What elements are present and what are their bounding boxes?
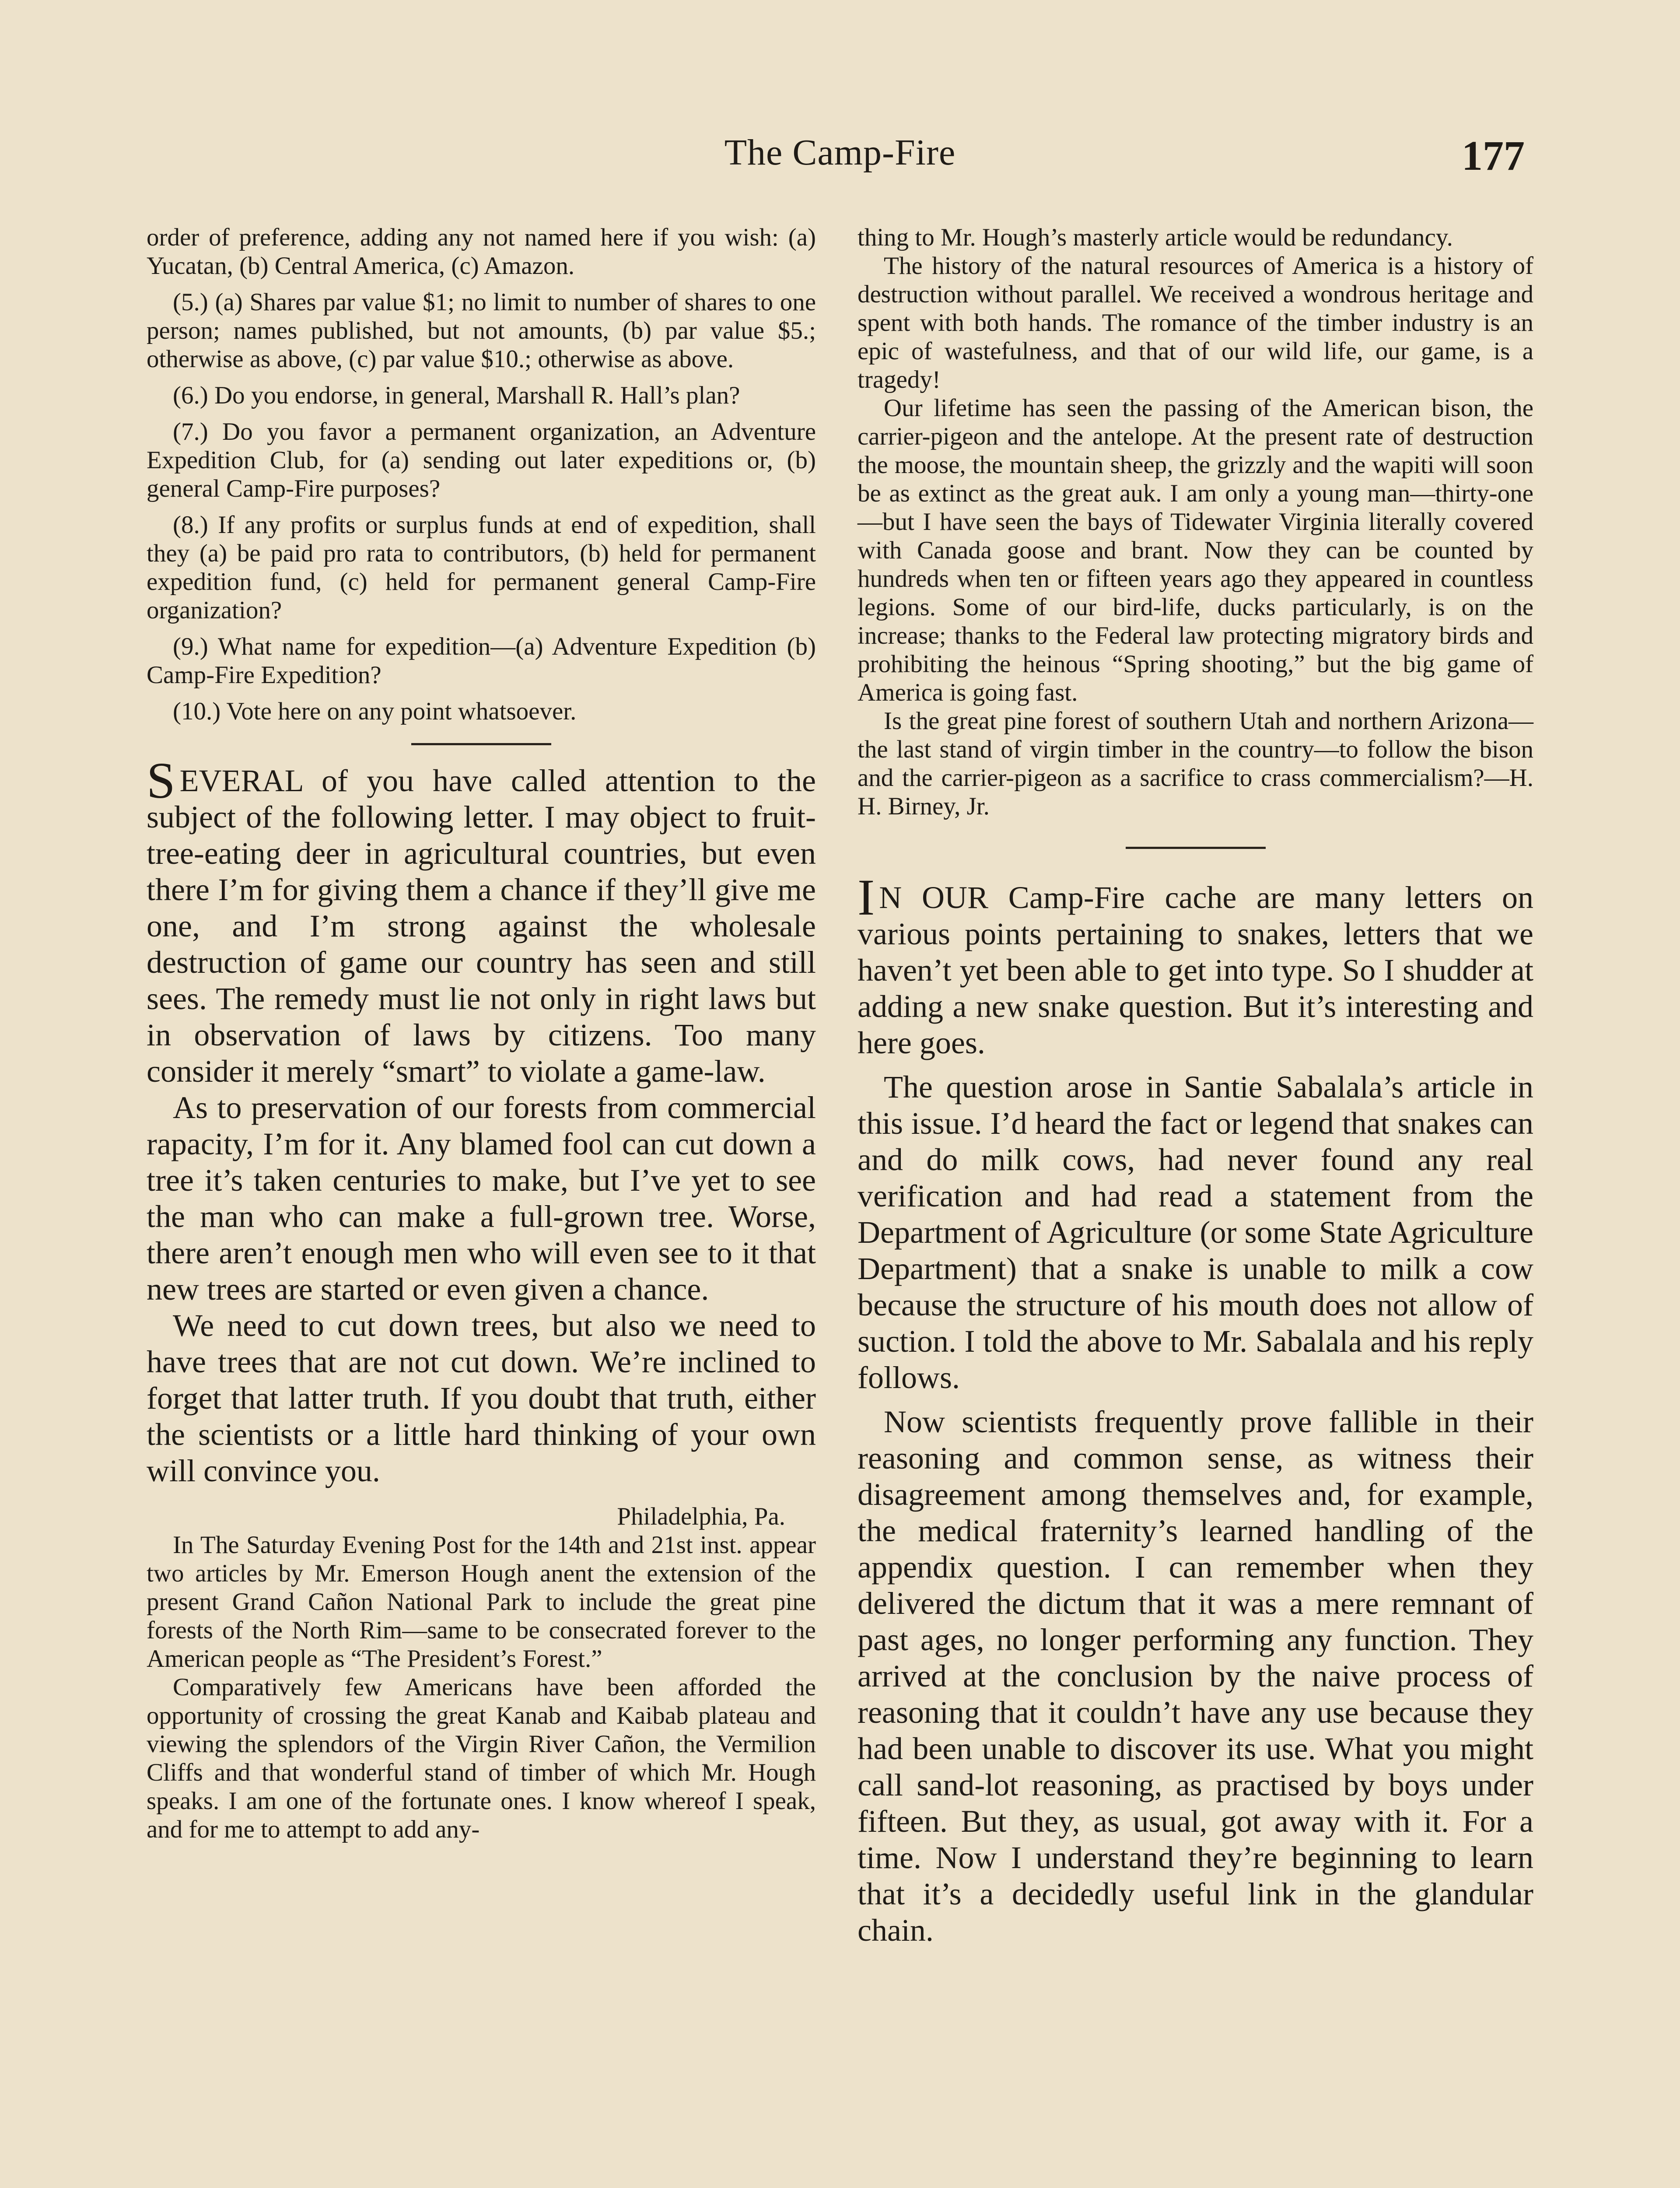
- page-number: 177: [1462, 132, 1525, 179]
- letter-paragraph: Is the great pine forest of southern Utah and northern Arizona—the last stand of virgin timber in the country—to follow the bison and the carrier-pigeon as a sacrifice to crass commercialism?—H. H. Birney, Jr.: [858, 707, 1533, 820]
- editorial-paragraph: Now scientists frequently prove fallible in their reasoning and common sense, as witness their disagreement among themselves and, for example, the medical fraternity’s learned handling of the appendix question. I can remember when they delivered the dictum that it was a mere remnant of past ages, no longer performing any function. They arrived at the conclusion by the naive process of reasoning that it couldn’t have any use because they had been unable to discover its use. What you might call sand-lot reasoning, as practised by boys under fifteen. But they, as usual, got away with it. For a time. Now I understand they’re beginning to learn that it’s a decidedly useful link in the glandular chain.: [858, 1404, 1533, 1948]
- ballot-intro: order of preference, adding any not named here if you wish: (a) Yucatan, (b) Central America, (c) Amazon.: [147, 224, 816, 280]
- ballot-section: [147, 223, 816, 726]
- ballot-item: (6.) Do you endorse, in general, Marshall R. Hall’s plan?: [173, 382, 740, 409]
- letter-dateline: Philadelphia, Pa.: [617, 1503, 785, 1530]
- left-column: [147, 223, 816, 1844]
- letter-paragraph: In The Saturday Evening Post for the 14th and 21st inst. appear two articles by Mr. Emerson Hough anent the extension of the present Grand Cañon National Park to include the great pine forests of the North Rim—same to be consecrated forever to the American people as “The President’s Forest.”: [147, 1531, 816, 1673]
- ballot-item: (10.) Vote here on any point whatsoever.: [173, 698, 577, 725]
- snake-section: [858, 869, 1533, 1949]
- running-header: The Camp-Fire: [724, 132, 956, 173]
- letter-paragraph: Comparatively few Americans have been afforded the opportunity of crossing the great Kanab and Kaibab plateau and viewing the splendors of the Virgin River Cañon, the Vermilion Cliffs and that wonderful stand of timber of which Mr. Hough speaks. I am one of the fortunate ones. I know whereof I speak, and for me to attempt to add any-: [147, 1673, 816, 1843]
- ballot-item: (9.) What name for expedition—(a) Adventure Expedition (b) Camp-Fire Expedition?: [147, 633, 816, 689]
- letter-section: [147, 1502, 816, 1844]
- ballot-item: (8.) If any profits or surplus funds at end of expedition, shall they (a) be paid pro rata to contributors, (b) held for permanent expedition fund, (c) held for permanent general Camp-Fire organization?: [147, 511, 816, 624]
- editorial-paragraph: The question arose in Santie Sabalala’s article in this issue. I’d heard the fact or legend that snakes can and do milk cows, had never found any real verification and had read a statement from the Department of Agriculture (or some State Agriculture Department) that a snake is unable to milk a cow because the structure of his mouth does not allow of suction. I told the above to Mr. Sabalala and his reply follows.: [858, 1069, 1533, 1395]
- right-column: [858, 223, 1533, 1949]
- editorial-paragraph: I N OUR Camp-Fire cache are many letters on various points pertaining to snakes, letters that we haven’t yet been able to get into type. So I shudder at adding a new snake question. But it’s interesting and here goes.: [858, 869, 1533, 1060]
- letter-paragraph: Our lifetime has seen the passing of the American bison, the carrier-pigeon and the antelope. At the present rate of destruction the moose, the mountain sheep, the grizzly and the wapiti will soon be as extinct as the great auk. I am only a young man—thirty-one—but I have seen the bays of Tidewater Virginia literally covered with Canada goose and brant. Now they can be counted by hundreds when ten or fifteen years ago they appeared in countless legions. Some of our bird-life, ducks particularly, is on the increase; thanks to the Federal law protecting migratory birds and prohibiting the heinous “Spring shooting,” but the big game of America is going fast.: [858, 394, 1533, 706]
- ballot-item: (5.) (a) Shares par value $1; no limit to number of shares to one person; names published, but not amounts, (b) par value $5.; otherwise as above, (c) par value $10.; otherwise as above.: [147, 288, 816, 373]
- editorial-paragraph: We need to cut down trees, but also we need to have trees that are not cut down. We’re inclined to forget that latter truth. If you doubt that truth, either the scientists or a little hard thinking of your own will convince you.: [147, 1308, 816, 1488]
- ballot-item: (7.) Do you favor a permanent organization, an Adventure Expedition Club, for (a) sending out later expeditions or, (b) general Camp-Fire purposes?: [147, 418, 816, 502]
- letter-continued: [858, 223, 1533, 820]
- editorial-paragraph: As to preservation of our forests from commercial rapacity, I’m for it. Any blamed fool can cut down a tree it’s taken centuries to make, but I’ve yet to see the man who can make a full-grown tree. Worse, there aren’t enough men who will even see to it that new trees are started or even given a chance.: [147, 1090, 816, 1307]
- drop-cap: I: [858, 869, 875, 926]
- section-divider: [1126, 847, 1266, 849]
- letter-paragraph: thing to Mr. Hough’s masterly article would be redundancy.: [858, 224, 1453, 251]
- editorial-section: [147, 752, 816, 1489]
- section-divider: [411, 743, 551, 745]
- editorial-paragraph: SEVERAL of you have called attention to the subject of the following letter. I may object to fruit-tree-eating deer in agricultural countries, but even there I’m for giving them a chance if they’ll give me one, and I’m strong against the wholesale destruction of game our country has seen and still sees. The remedy must lie not only in right laws but in observation of laws by citizens. Too many consider it merely “smart” to violate a game-law.: [147, 752, 816, 1089]
- drop-cap: S: [147, 752, 175, 809]
- letter-paragraph: The history of the natural resources of America is a history of destruction without parallel. We received a wondrous heritage and spent with both hands. The romance of the timber industry is an epic of wastefulness, and that of our wild life, our game, is a tragedy!: [858, 252, 1533, 393]
